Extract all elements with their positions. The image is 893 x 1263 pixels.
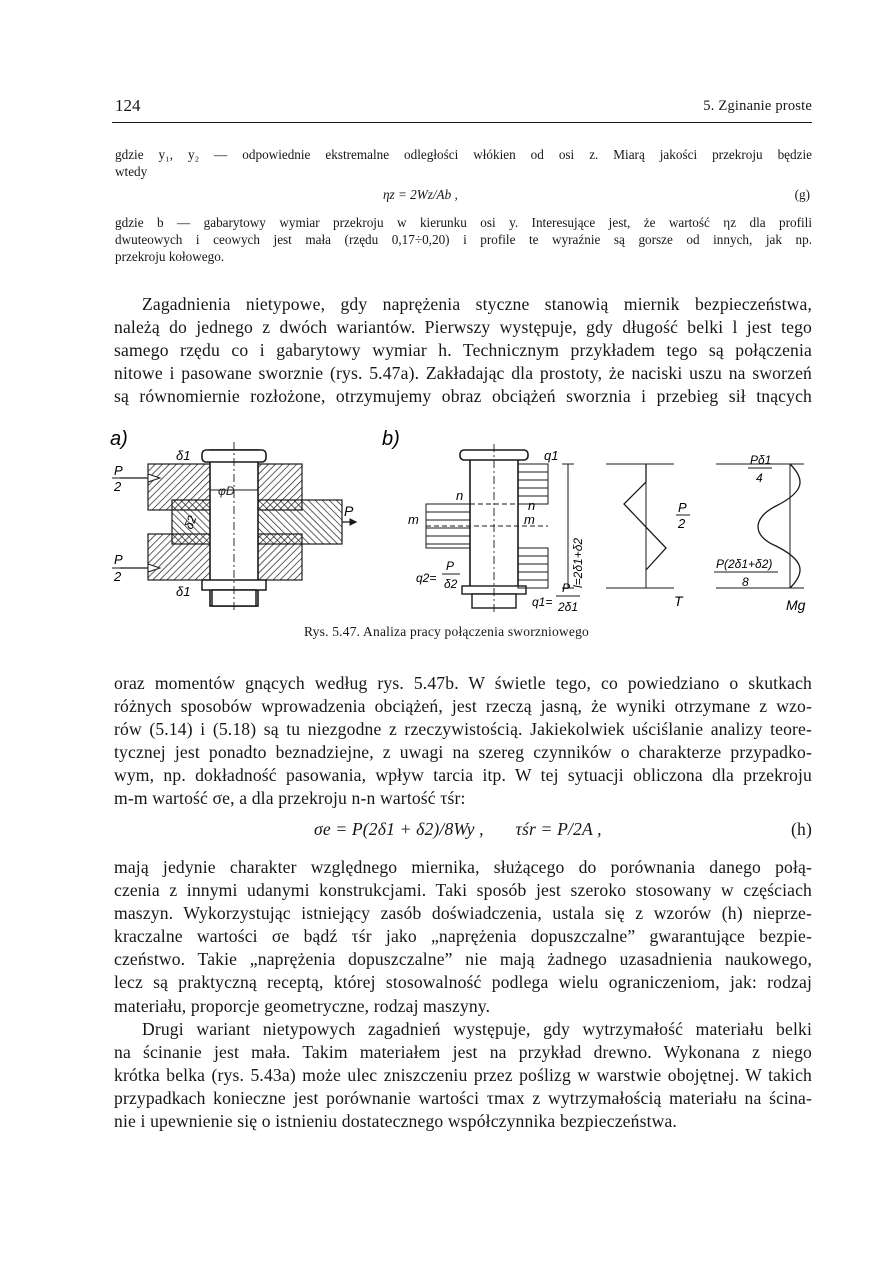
- label-q2-den: δ2: [444, 577, 458, 591]
- text-line: przypadkach konieczne jest porównanie wartości τmax z wytrzymałością materiału na ścina-: [114, 1088, 812, 1109]
- page-number: 124: [115, 96, 141, 115]
- text-line: nie i upewnienie się o istnieniu dostatecznego współczynnika bezpieczeństwa.: [114, 1111, 677, 1132]
- text-line: przekroju kołowego.: [115, 249, 225, 264]
- text-line: czeństwo. Takie „naprężenia dopuszczalne” nie mają żadnego uzasadnienia naukowego,: [114, 949, 812, 970]
- text-line: gdzie b — gabarytowy wymiar przekroju w kierunku osi y. Interesujące jest, że wartość ηz dla profili: [115, 215, 812, 230]
- text-line: samego rzędu co i gabarytowy wymiar h. Technicznym przykładem tego są połączenia: [114, 340, 812, 361]
- label-phiD: φD: [218, 484, 235, 498]
- text-line: krótka belka (rys. 5.43a) może ulec zniszczeniu przez poślizg w warstwie obojętnej. W takich: [114, 1065, 812, 1086]
- label-delta1-bottom: δ1: [176, 584, 191, 599]
- formula-g-tag: (g): [794, 187, 810, 202]
- text-line: oraz momentów gnących według rys. 5.47b. W świetle tego, co powiedziano o skutkach: [114, 673, 812, 693]
- text-line: czenia z innymi udanymi konstrukcjami. Taki sposób jest szeroko stosowany w częściach: [114, 880, 812, 901]
- intro-small-after: [115, 214, 812, 265]
- text-line: na ścinanie jest mała. Takim materiałem jest na przykład drewno. Wykonana z niego: [114, 1042, 812, 1063]
- label-delta1-top: δ1: [176, 448, 191, 463]
- label-m-right: m: [524, 512, 535, 527]
- text-line: nitowe i pasowane sworznie (rys. 5.47a). Zakładając dla prostoty, że naciski uszu na sworzeń: [114, 363, 812, 384]
- formula-h: [114, 818, 812, 842]
- text-line: rów (5.14) i (5.18) są tu niezgodne z rzeczywistością. Jakiekolwiek uściślanie analizy teore-: [114, 719, 812, 740]
- label-delta2: δ2: [181, 513, 200, 532]
- label-T-P-den: 2: [678, 516, 686, 531]
- label-a: a): [110, 428, 128, 450]
- figure-5-47: [100, 420, 820, 620]
- text-line: materiału, proporcje geometryczne, rodzaj maszyny.: [114, 995, 491, 1016]
- label-P-right: P: [344, 503, 354, 519]
- label-n-left: n: [456, 488, 464, 503]
- text-line: dwuteowych i ceowych jest mała (rzędu 0,17÷0,20) i profile te wyraźnie są gorsze od innych, jak np.: [115, 232, 812, 247]
- text-line: gdzie y₁, y₂ — odpowiednie ekstremalne odległości włókien od osi z. Miarą jakości przekroju będzie: [115, 147, 812, 162]
- label-M-bot-den: 8: [742, 575, 749, 589]
- text-line: mają jedynie charakter względnego miernika, służącego do porównania danego połą-: [114, 857, 812, 877]
- label-q2-num: P: [446, 559, 455, 573]
- label-q1-top: q1: [544, 448, 559, 463]
- label-q1-den: 2δ1: [558, 600, 579, 614]
- text-line: są równomiernie rozłożone, otrzymujemy obraz obciążeń sworznia i przebieg sił tnących: [114, 386, 812, 407]
- label-T: T: [674, 593, 683, 609]
- paragraph-1: [114, 293, 812, 408]
- running-title: 5. Zginanie proste: [703, 98, 812, 114]
- text-line: różnych sposobów wprowadzenia obciążeń, jest rzeczą jasną, że wyniki otrzymane z wzo-: [114, 696, 812, 717]
- label-half-bot-num: P: [114, 552, 123, 567]
- label-Mg: Mg: [786, 597, 806, 613]
- formula-h-tag: (h): [791, 819, 812, 839]
- label-M-top-num: Pδ1: [750, 453, 772, 467]
- figure-caption: Rys. 5.47. Analiza pracy połączenia sworzniowego: [304, 624, 589, 639]
- label-q1-num: P: [562, 581, 571, 595]
- formula-h-expr: σe = P(2δ1 + δ2)/8Wy , τśr = P/2A ,: [314, 819, 602, 839]
- label-m-left: m: [408, 512, 419, 527]
- text-line: wtedy: [115, 164, 148, 179]
- paragraph-4: [114, 1018, 812, 1133]
- running-header: [112, 96, 812, 123]
- label-q1-eq: q1=: [532, 595, 553, 609]
- paragraph-3: [114, 856, 812, 1018]
- text-line: maszyn. Wykorzystując istniejący zasób doświadczenia, ustala się z wzorów (h) nieprze-: [114, 903, 812, 924]
- paragraph-2: [114, 672, 812, 811]
- label-n-right: n: [528, 498, 536, 513]
- text-line: Drugi wariant nietypowych zagadnień występuje, gdy wytrzymałość materiału belki: [142, 1019, 812, 1039]
- text-line: tycznej jest ponadto beznadziejne, z uwagi na szereg czynników o charakterze przypadko-: [114, 742, 812, 763]
- label-half-bot-den: 2: [114, 569, 122, 584]
- formula-g-expr: ηz = 2Wz/Ab ,: [383, 187, 458, 202]
- label-M-top-den: 4: [756, 471, 763, 485]
- text-line: m-m wartość σe, a dla przekroju n-n wartość τśr:: [114, 788, 466, 809]
- label-M-bot-num: P(2δ1+δ2): [716, 557, 773, 571]
- text-line: kraczalne wartości σe bądź τśr jako „naprężenia dopuszczalne” gwarantujące bezpie-: [114, 926, 812, 947]
- label-l-eq: l=2δ1+δ2: [571, 537, 585, 588]
- label-q2-eq: q2=: [416, 571, 437, 585]
- label-half-top-num: P: [114, 463, 123, 478]
- joint-drawing-a: [120, 442, 356, 612]
- text-line: Zagadnienia nietypowe, gdy naprężenia styczne stanowią miernik bezpieczeństwa,: [142, 294, 812, 314]
- text-line: lecz są praktyczną receptą, której stosowalność podlega wielu ograniczeniom, jak: rodzaj: [114, 972, 812, 993]
- label-b: b): [382, 428, 400, 450]
- text-line: wym, np. dokładność pasowania, wpływ tarcia itp. W tej sytuacji obliczona dla przekroju: [114, 765, 812, 786]
- label-T-P-num: P: [678, 500, 687, 515]
- formula-g: [115, 186, 812, 206]
- text-line: należą do jednego z dwóch wariantów. Pierwszy występuje, gdy długość belki l jest tego: [114, 317, 812, 338]
- intro-small-text: [115, 146, 812, 180]
- label-half-top-den: 2: [114, 479, 122, 494]
- shear-diagram: [606, 464, 674, 588]
